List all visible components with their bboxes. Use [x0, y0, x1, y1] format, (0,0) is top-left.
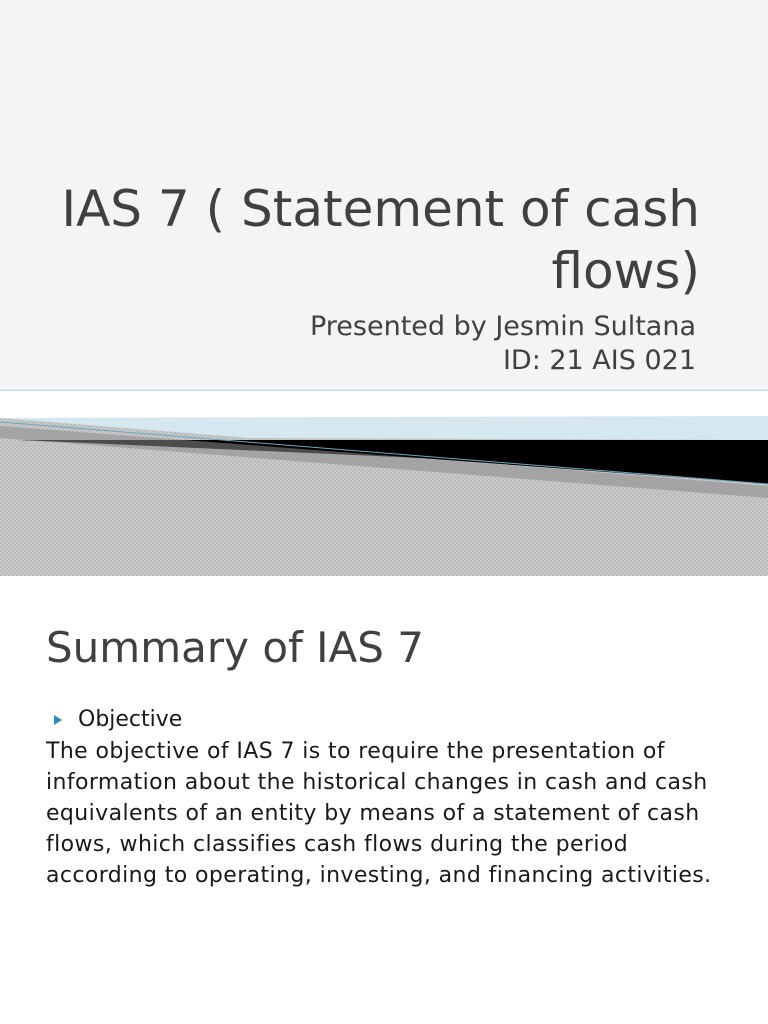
slide-title-line-1: IAS 7 ( Statement of cash — [61, 180, 700, 238]
summary-slide — [0, 590, 768, 1024]
presenter-id: ID: 21 AIS 021 — [502, 345, 696, 376]
triangle-bullet-icon — [54, 715, 62, 725]
bullet-item — [54, 706, 182, 734]
slide-title — [40, 178, 700, 302]
presenter-name: Presented by Jesmin Sultana — [309, 311, 696, 342]
decorative-banner — [0, 388, 768, 576]
summary-title: Summary of IAS 7 — [46, 623, 424, 672]
title-block — [40, 178, 700, 302]
objective-paragraph: The objective of IAS 7 is to require the presentation of information about the historical changes in cash and cash equivalents of an entity by means of a statement of cash flows, which classifies cash flows during the period according to operating, investing, and financing activities. — [46, 739, 712, 888]
bullet-label: Objective — [78, 707, 183, 732]
slide-title-line-2: flows) — [551, 242, 700, 300]
subtitle-block — [96, 310, 696, 378]
